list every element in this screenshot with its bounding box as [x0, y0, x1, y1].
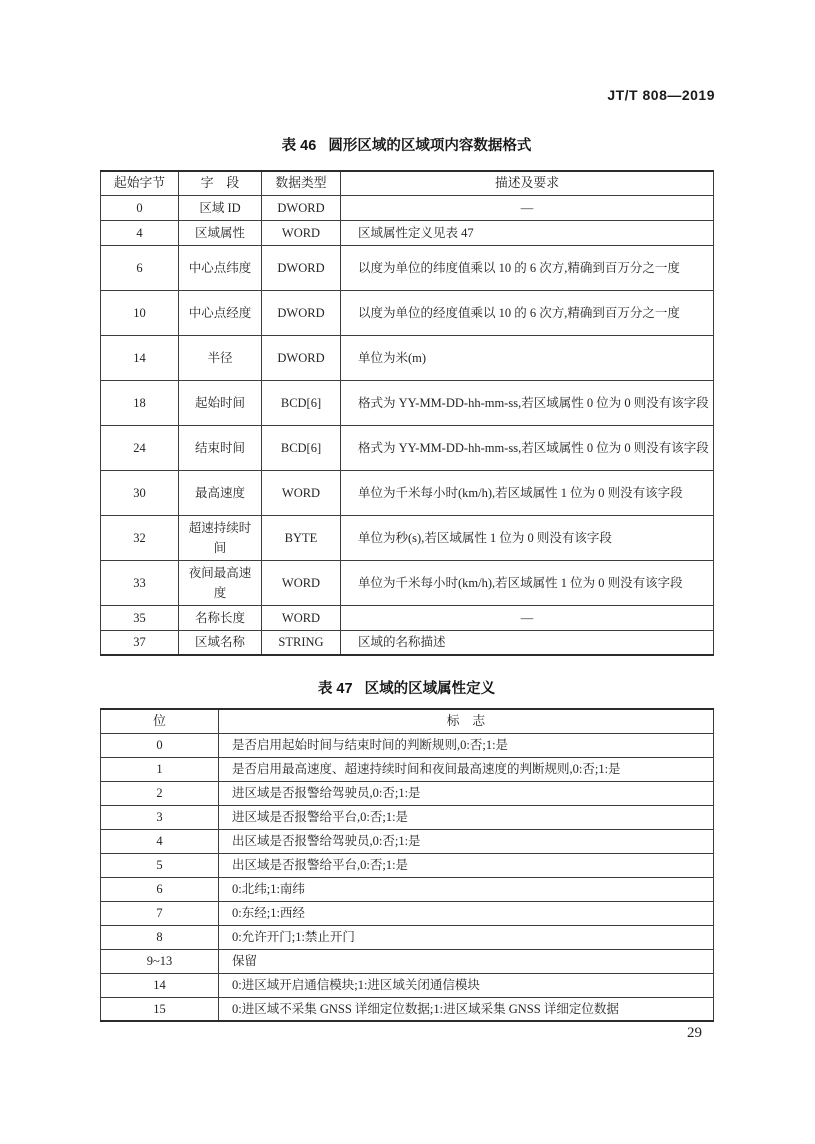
cell-start-byte: 30	[101, 470, 179, 515]
table47	[100, 708, 714, 1022]
cell-field: 超速持续时间	[179, 515, 262, 560]
table46-header-start-byte: 起始字节	[101, 171, 179, 195]
cell-flag: 保留	[219, 949, 714, 973]
table-row	[101, 901, 714, 925]
cell-data-type: BCD[6]	[262, 380, 341, 425]
cell-start-byte: 24	[101, 425, 179, 470]
cell-data-type: DWORD	[262, 335, 341, 380]
cell-flag: 0:进区域不采集 GNSS 详细定位数据;1:进区域采集 GNSS 详细定位数据	[219, 997, 714, 1021]
table46	[100, 170, 714, 656]
cell-description: —	[341, 605, 714, 630]
cell-bit: 3	[101, 805, 219, 829]
table-row	[101, 605, 714, 630]
table-row	[101, 853, 714, 877]
cell-flag: 进区域是否报警给平台,0:否;1:是	[219, 805, 714, 829]
table47-header-row	[101, 709, 714, 733]
cell-description: 格式为 YY-MM-DD-hh-mm-ss,若区域属性 0 位为 0 则没有该字段	[341, 380, 714, 425]
table-row	[101, 560, 714, 605]
cell-bit: 6	[101, 877, 219, 901]
cell-description: 区域属性定义见表 47	[341, 220, 714, 245]
cell-field: 中心点经度	[179, 290, 262, 335]
cell-flag: 0:北纬;1:南纬	[219, 877, 714, 901]
cell-bit: 0	[101, 733, 219, 757]
table-row	[101, 757, 714, 781]
table-row	[101, 425, 714, 470]
cell-field: 区域名称	[179, 630, 262, 655]
cell-start-byte: 35	[101, 605, 179, 630]
table46-header-row	[101, 171, 714, 195]
cell-data-type: STRING	[262, 630, 341, 655]
cell-field: 区域 ID	[179, 195, 262, 220]
table-row	[101, 380, 714, 425]
table-row	[101, 925, 714, 949]
cell-flag: 0:东经;1:西经	[219, 901, 714, 925]
cell-start-byte: 0	[101, 195, 179, 220]
table-row	[101, 973, 714, 997]
cell-description: —	[341, 195, 714, 220]
cell-bit: 2	[101, 781, 219, 805]
cell-data-type: WORD	[262, 220, 341, 245]
cell-data-type: DWORD	[262, 195, 341, 220]
cell-start-byte: 6	[101, 245, 179, 290]
cell-field: 起始时间	[179, 380, 262, 425]
cell-bit: 4	[101, 829, 219, 853]
cell-bit: 15	[101, 997, 219, 1021]
table-row	[101, 515, 714, 560]
table-row	[101, 829, 714, 853]
cell-flag: 出区域是否报警给驾驶员,0:否;1:是	[219, 829, 714, 853]
cell-field: 中心点纬度	[179, 245, 262, 290]
cell-description: 区域的名称描述	[341, 630, 714, 655]
cell-description: 单位为米(m)	[341, 335, 714, 380]
cell-description: 格式为 YY-MM-DD-hh-mm-ss,若区域属性 0 位为 0 则没有该字段	[341, 425, 714, 470]
cell-start-byte: 33	[101, 560, 179, 605]
cell-description: 以度为单位的经度值乘以 10 的 6 次方,精确到百万分之一度	[341, 290, 714, 335]
table-row	[101, 195, 714, 220]
cell-bit: 9~13	[101, 949, 219, 973]
table47-title: 表 47 区域的区域属性定义	[317, 681, 496, 697]
table46-header-description: 描述及要求	[341, 171, 714, 195]
cell-bit: 14	[101, 973, 219, 997]
table-row	[101, 630, 714, 655]
cell-start-byte: 4	[101, 220, 179, 245]
table47-header-bit: 位	[101, 709, 219, 733]
cell-field: 夜间最高速度	[179, 560, 262, 605]
table-row	[101, 781, 714, 805]
table-row	[101, 733, 714, 757]
table46-header-data-type: 数据类型	[262, 171, 341, 195]
table-row	[101, 335, 714, 380]
cell-field: 结束时间	[179, 425, 262, 470]
cell-flag: 出区域是否报警给平台,0:否;1:是	[219, 853, 714, 877]
cell-start-byte: 10	[101, 290, 179, 335]
table-row	[101, 245, 714, 290]
table-row	[101, 997, 714, 1021]
cell-start-byte: 32	[101, 515, 179, 560]
cell-flag: 是否启用起始时间与结束时间的判断规则,0:否;1:是	[219, 733, 714, 757]
cell-flag: 进区域是否报警给驾驶员,0:否;1:是	[219, 781, 714, 805]
cell-description: 单位为千米每小时(km/h),若区域属性 1 位为 0 则没有该字段	[341, 470, 714, 515]
cell-flag: 是否启用最高速度、超速持续时间和夜间最高速度的判断规则,0:否;1:是	[219, 757, 714, 781]
cell-field: 最高速度	[179, 470, 262, 515]
table-row	[101, 805, 714, 829]
table-row	[101, 220, 714, 245]
cell-data-type: WORD	[262, 560, 341, 605]
table-row	[101, 290, 714, 335]
page-number: 29	[687, 1025, 702, 1041]
cell-field: 名称长度	[179, 605, 262, 630]
cell-field: 区域属性	[179, 220, 262, 245]
table46-title: 表 46 圆形区域的区域项内容数据格式	[281, 138, 532, 154]
table47-header-flag: 标 志	[219, 709, 714, 733]
cell-start-byte: 14	[101, 335, 179, 380]
table-row	[101, 877, 714, 901]
cell-data-type: DWORD	[262, 290, 341, 335]
cell-data-type: DWORD	[262, 245, 341, 290]
cell-bit: 1	[101, 757, 219, 781]
doc-code-header: JT/T 808—2019	[607, 87, 715, 103]
cell-flag: 0:进区域开启通信模块;1:进区域关闭通信模块	[219, 973, 714, 997]
cell-data-type: BCD[6]	[262, 425, 341, 470]
cell-data-type: WORD	[262, 470, 341, 515]
cell-field: 半径	[179, 335, 262, 380]
cell-start-byte: 37	[101, 630, 179, 655]
cell-description: 单位为千米每小时(km/h),若区域属性 1 位为 0 则没有该字段	[341, 560, 714, 605]
table-row	[101, 949, 714, 973]
table-row	[101, 470, 714, 515]
cell-bit: 5	[101, 853, 219, 877]
cell-data-type: WORD	[262, 605, 341, 630]
cell-description: 以度为单位的纬度值乘以 10 的 6 次方,精确到百万分之一度	[341, 245, 714, 290]
cell-bit: 7	[101, 901, 219, 925]
cell-flag: 0:允许开门;1:禁止开门	[219, 925, 714, 949]
cell-start-byte: 18	[101, 380, 179, 425]
cell-description: 单位为秒(s),若区域属性 1 位为 0 则没有该字段	[341, 515, 714, 560]
table46-header-field: 字 段	[179, 171, 262, 195]
cell-data-type: BYTE	[262, 515, 341, 560]
cell-bit: 8	[101, 925, 219, 949]
